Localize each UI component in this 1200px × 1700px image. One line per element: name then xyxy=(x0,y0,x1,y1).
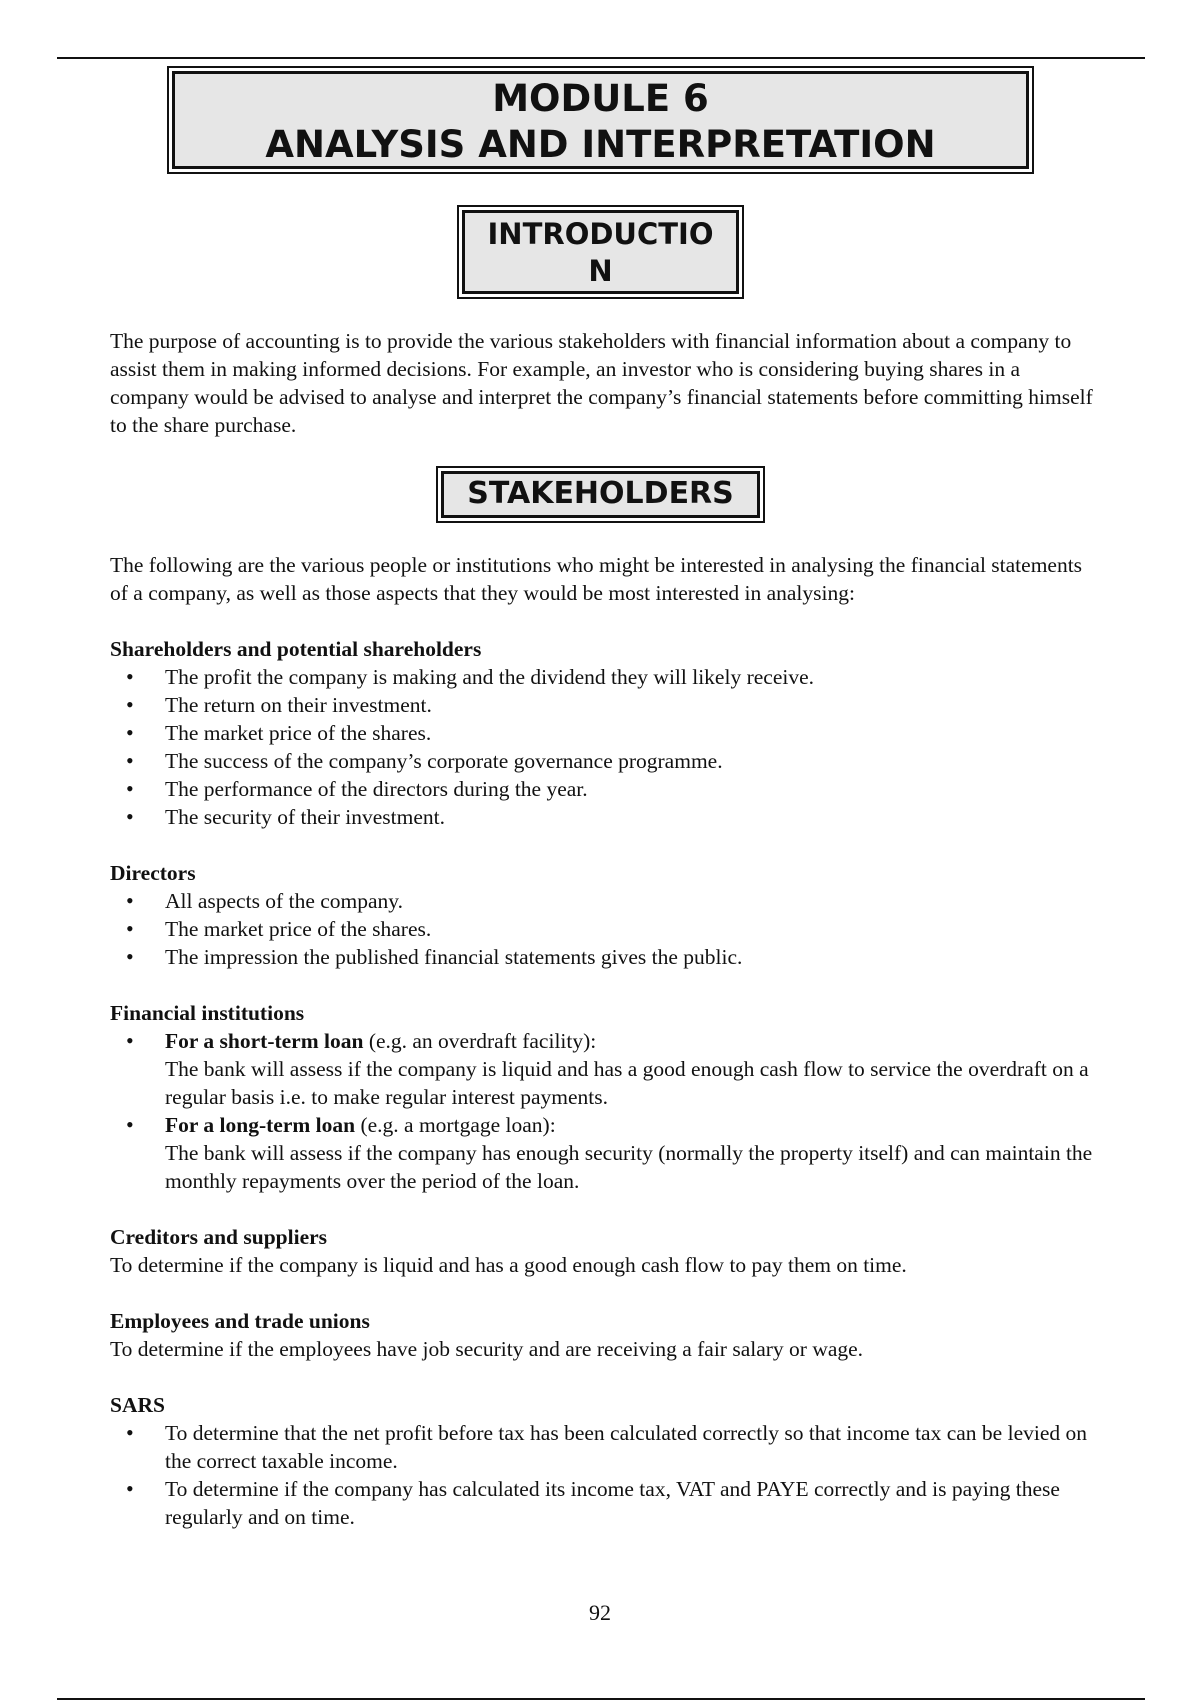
module-title-line1: MODULE 6 xyxy=(492,77,709,120)
long-term-loan-label: For a long-term loan xyxy=(165,1113,356,1137)
directors-list xyxy=(110,887,1100,971)
list-item: • All aspects of the company. xyxy=(165,887,1100,915)
employees-heading: Employees and trade unions xyxy=(110,1309,370,1333)
list-item: • The security of their investment. xyxy=(165,803,1100,831)
list-item: • To determine that the net profit before tax has been calculated correctly so that income tax can be levied on the correct taxable income. xyxy=(165,1419,1100,1475)
employees-text: To determine if the employees have job security and are receiving a fair salary or wage. xyxy=(110,1337,864,1361)
shareholders-heading: Shareholders and potential shareholders xyxy=(110,637,482,661)
stakeholders-body xyxy=(110,551,1100,1531)
long-term-loan-note: (e.g. a mortgage loan): xyxy=(355,1113,556,1137)
list-item: • The impression the published financial statements gives the public. xyxy=(165,943,1100,971)
module-title-box xyxy=(172,71,1029,169)
list-item xyxy=(165,1027,1100,1111)
long-term-loan-detail: The bank will assess if the company has enough security (normally the property itself) and can maintain the monthly repayments over the period of the loan. xyxy=(165,1141,1093,1193)
financial-institutions-list xyxy=(110,1027,1100,1195)
short-term-loan-note: (e.g. an overdraft facility): xyxy=(363,1029,597,1053)
list-item: • The success of the company’s corporate governance programme. xyxy=(165,747,1100,775)
sars-heading: SARS xyxy=(110,1393,165,1417)
introduction-paragraph: The purpose of accounting is to provide the various stakeholders with financial information about a company to assist them in making informed decisions. For example, an investor who is considering buying shares in a company would be advised to analyse and interpret the company’s financial statements before committing himself to the share purchase. xyxy=(110,329,1093,437)
list-item: • The market price of the shares. xyxy=(165,719,1100,747)
directors-heading: Directors xyxy=(110,861,196,885)
creditors-text: To determine if the company is liquid and has a good enough cash flow to pay them on time. xyxy=(110,1253,907,1277)
stakeholders-heading: STAKEHOLDERS xyxy=(467,476,734,511)
list-item: • The market price of the shares. xyxy=(165,915,1100,943)
page-number: 92 xyxy=(589,1600,611,1625)
list-item: • The return on their investment. xyxy=(165,691,1100,719)
short-term-loan-detail: The bank will assess if the company is liquid and has a good enough cash flow to service the overdraft on a regular basis i.e. to make regular interest payments. xyxy=(165,1057,1089,1109)
stakeholders-heading-box xyxy=(441,471,760,518)
list-item: • The profit the company is making and the dividend they will likely receive. xyxy=(165,663,1100,691)
sars-list xyxy=(110,1419,1100,1531)
list-item xyxy=(165,1111,1100,1195)
top-rule xyxy=(57,57,1145,59)
short-term-loan-label: For a short-term loan xyxy=(165,1029,364,1053)
introduction-heading-line2: N xyxy=(588,254,613,288)
stakeholders-intro: The following are the various people or institutions who might be interested in analysing the financial statements of a company, as well as those aspects that they would be most interested in analysing: xyxy=(110,553,1083,605)
introduction-heading-line1: INTRODUCTIO xyxy=(487,217,714,251)
shareholders-list xyxy=(110,663,1100,831)
creditors-heading: Creditors and suppliers xyxy=(110,1225,328,1249)
list-item: • To determine if the company has calculated its income tax, VAT and PAYE correctly and is paying these regularly and on time. xyxy=(165,1475,1100,1531)
list-item: • The performance of the directors during the year. xyxy=(165,775,1100,803)
module-title-line2: ANALYSIS AND INTERPRETATION xyxy=(265,123,936,166)
introduction-heading-box xyxy=(462,210,739,294)
financial-institutions-heading: Financial institutions xyxy=(110,1001,305,1025)
